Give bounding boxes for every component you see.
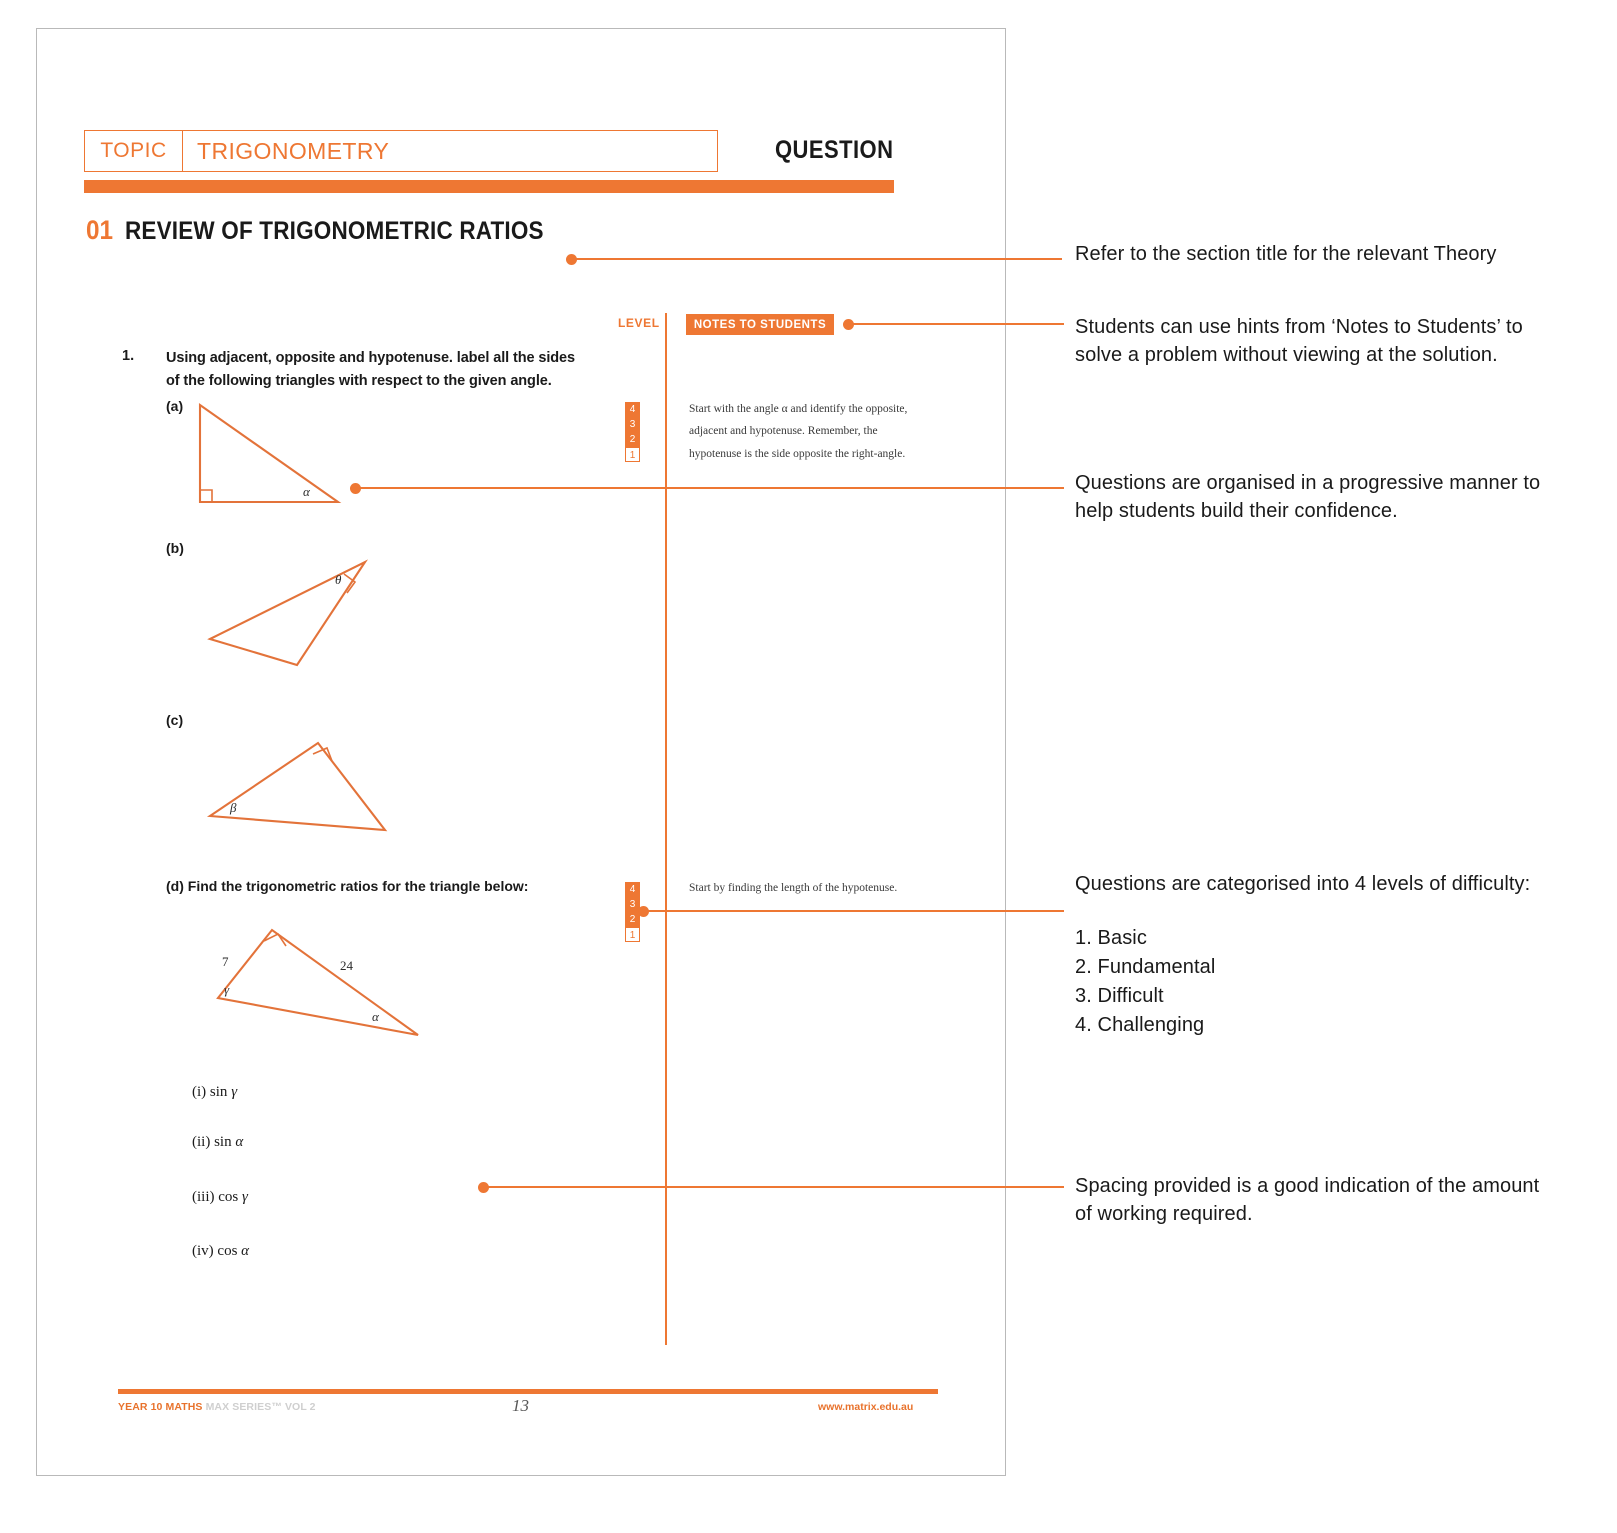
subpart-function: cos [217,1243,238,1259]
question-word: QUESTION [775,136,894,164]
note-text-q1: Start with the angle α and identify the opposite, adjacent and hypotenuse. Remember, the hypotenuse is the side opposite the right-angle. [689,403,908,460]
level-chip-4: 4 [625,402,640,417]
part-label-a: (a) [166,398,184,414]
subpart-argument: γ [242,1189,248,1205]
section-name: REVIEW OF TRIGONOMETRIC RATIOS [125,217,544,245]
subpart-i [192,1084,237,1101]
difficulty-level-item-3: 3. Difficult [1075,985,1164,1008]
difficulty-level-item-2: 2. Fundamental [1075,956,1216,979]
notes-to-students-banner: NOTES TO STUDENTS [686,314,834,335]
callout-line-3 [356,487,1064,489]
triangle-d-angle-left-label: γ [224,982,230,997]
triangle-d-angle-right-label: α [372,1009,379,1024]
section-number: 01 [86,215,114,245]
annotation-1: Refer to the section title for the relevant Theory [1075,243,1497,265]
header-accent-bar [84,180,894,193]
question-stem: Using adjacent, opposite and hypotenuse. label all the sides of the following triangles with respect to the given angle. [166,350,575,390]
difficulty-level-item-1: 1. Basic [1075,927,1147,950]
footer-page-number: 13 [512,1396,529,1415]
difficulty-level-list [1075,924,1545,1040]
triangle-a-angle-label: α [303,484,310,499]
subpart-function: sin [214,1134,232,1150]
triangle-c-figure [205,738,405,838]
callout-line-1 [572,258,1062,260]
triangle-d-side-left-label: 7 [222,954,229,969]
triangle-b-angle-label: θ [335,572,342,587]
subpart-iv [192,1243,249,1260]
callout-line-2 [849,323,1064,325]
footer-series-text [118,1401,316,1413]
difficulty-level-item-4: 4. Challenging [1075,1014,1205,1037]
triangle-c-angle-label: β [230,800,237,815]
subpart-marker: (ii) [192,1134,211,1150]
subpart-argument: α [235,1134,244,1150]
triangle-a-figure [190,395,350,515]
topic-label: TOPIC [85,131,183,171]
annotation-5: Spacing provided is a good indication of the amount of working required. [1075,1175,1540,1226]
footer-website: www.matrix.edu.au [818,1401,914,1413]
column-divider [665,313,667,1345]
callout-line-5 [484,1186,1064,1188]
level-chip-3: 3 [625,417,640,432]
callout-line-4 [644,910,1064,912]
level-chip-2: 2 [625,912,640,927]
level-chip-3: 3 [625,897,640,912]
annotation-4-heading: Questions are categorised into 4 levels of difficulty: [1075,873,1531,895]
subpart-argument: γ [231,1084,238,1100]
topic-value: TRIGONOMETRY [197,137,390,164]
level-chip-1: 1 [625,447,640,462]
subpart-ii [192,1134,243,1151]
triangle-d-side-right-label: 24 [340,958,353,973]
question-number: 1. [122,348,135,364]
annotation-2: Students can use hints from ‘Notes to Students’ to solve a problem without viewing at the solution. [1075,316,1523,367]
annotation-3: Questions are organised in a progressive manner to help students build their confidence. [1075,472,1541,523]
subpart-argument: α [241,1243,250,1259]
subpart-marker: (iv) [192,1243,214,1259]
level-chip-4: 4 [625,882,640,897]
topic-bar [84,130,718,172]
subpart-function: cos [218,1189,239,1205]
note-text-qd: Start by finding the length of the hypotenuse. [689,882,898,894]
level-chip-1: 1 [625,927,640,942]
triangle-b-figure [205,552,385,672]
subpart-marker: (iii) [192,1189,215,1205]
section-title [86,215,590,246]
part-label-b: (b) [166,540,184,556]
footer-rule [118,1389,938,1394]
part-d-text: (d) Find the trigonometric ratios for the triangle below: [166,878,529,894]
subpart-iii [192,1189,248,1206]
subpart-function: sin [209,1084,228,1100]
annotation-4 [1075,870,1545,1040]
level-chip-2: 2 [625,432,640,447]
footer-series-rest: MAX SERIES™ VOL 2 [202,1401,316,1413]
footer-series-bold: YEAR 10 MATHS [118,1401,203,1413]
part-label-c: (c) [166,712,184,728]
level-heading: LEVEL [618,316,660,330]
subpart-marker: (i) [192,1084,207,1100]
triangle-d-figure [200,908,430,1043]
level-chips-q1 [625,402,640,462]
